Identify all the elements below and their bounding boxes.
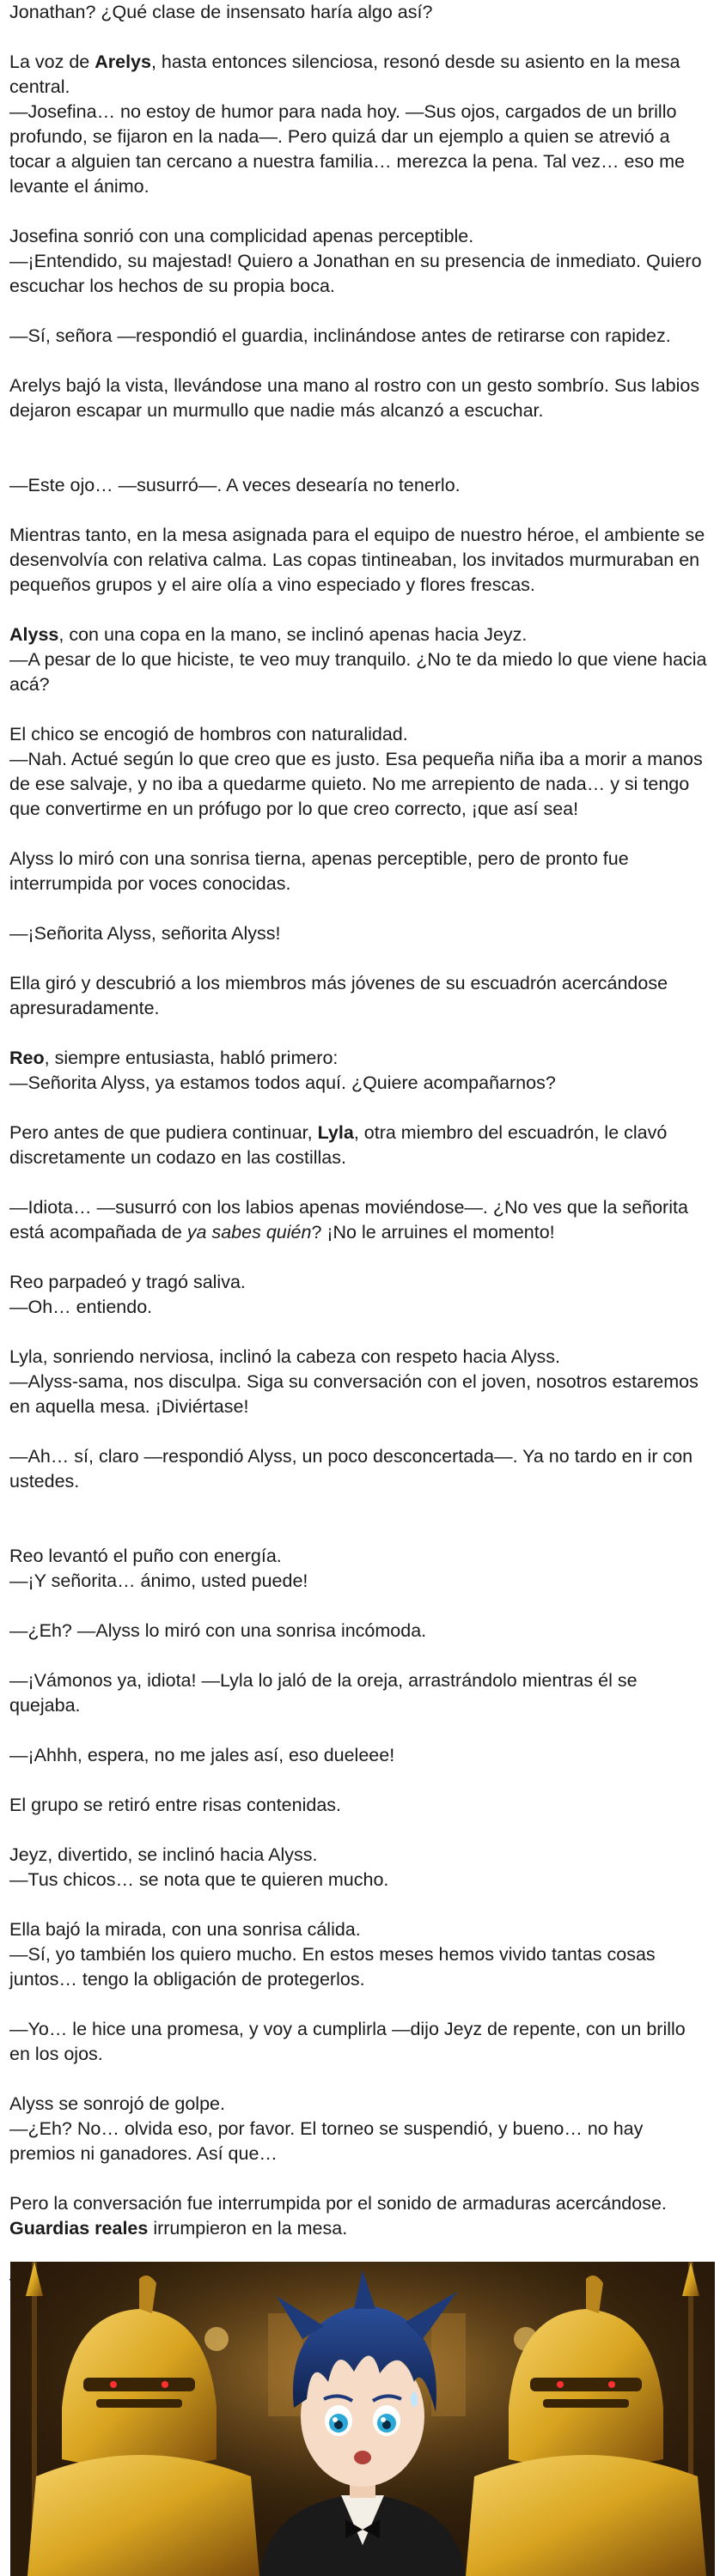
story-paragraph bbox=[9, 1270, 710, 1320]
emphasis-text: ya sabes quién bbox=[186, 1222, 312, 1242]
story-paragraph bbox=[9, 0, 710, 25]
story-paragraph bbox=[9, 847, 710, 896]
text-run: Alyss lo miró con una sonrisa tierna, apenas perceptible, pero de pronto fue interrumpida por voces conocidas. bbox=[9, 848, 629, 894]
text-run: —Tus chicos… se nota que te quieren mucho. bbox=[9, 1869, 389, 1890]
text-run: Lyla, sonriendo nerviosa, inclinó la cabeza con respeto hacia Alyss. bbox=[9, 1346, 560, 1367]
text-run: irrumpieron en la mesa. bbox=[148, 2218, 348, 2239]
text-run: —¡Ahhh, espera, no me jales así, eso dueleee! bbox=[9, 1745, 395, 1765]
text-run: Alyss se sonrojó de golpe. bbox=[9, 2093, 225, 2114]
text-run: Ella bajó la mirada, con una sonrisa cálida. bbox=[9, 1919, 361, 1940]
text-run: El grupo se retiró entre risas contenidas. bbox=[9, 1795, 342, 1815]
story-paragraph bbox=[9, 473, 710, 498]
text-run: —Alyss-sama, nos disculpa. Siga su conversación con el joven, nosotros estaremos en aquella mesa. ¡Diviértase! bbox=[9, 1371, 699, 1417]
text-run: Reo parpadeó y tragó saliva. bbox=[9, 1272, 246, 1292]
story-paragraph bbox=[9, 324, 710, 349]
anime-guards-illustration-icon bbox=[10, 2262, 715, 2576]
story-illustration bbox=[10, 2262, 715, 2576]
story-paragraph bbox=[9, 2017, 710, 2067]
text-run: —¿Eh? —Alyss lo miró con una sonrisa incómoda. bbox=[9, 1620, 427, 1641]
text-run: —Este ojo… —susurró—. A veces desearía no tenerlo. bbox=[9, 475, 461, 495]
text-run: —Señorita Alyss, ya estamos todos aquí. ¿Quiere acompañarnos? bbox=[9, 1072, 556, 1093]
story-paragraph bbox=[9, 1046, 710, 1096]
text-run: —Sí, yo también los quiero mucho. En estos meses hemos vivido tantas cosas juntos… tengo la obligación de protegerlos. bbox=[9, 1944, 656, 1990]
story-paragraph bbox=[9, 1619, 710, 1643]
story-paragraph bbox=[9, 523, 710, 598]
text-run: —Yo… le hice una promesa, y voy a cumplirla —dijo Jeyz de repente, con un brillo en los ojos. bbox=[9, 2019, 686, 2064]
story-paragraph bbox=[9, 2092, 710, 2166]
text-run: —Sí, señora —respondió el guardia, inclinándose antes de retirarse con rapidez. bbox=[9, 325, 671, 346]
text-run: —¿Eh? No… olvida eso, por favor. El torneo se suspendió, y bueno… no hay premios ni ganadores. Así que… bbox=[9, 2118, 644, 2164]
text-run: Ella giró y descubrió a los miembros más jóvenes de su escuadrón acercándose apresuradamente. bbox=[9, 973, 668, 1018]
story-paragraph bbox=[9, 1345, 710, 1419]
character-name: Alyss bbox=[9, 624, 59, 645]
text-run: Jonathan? ¿Qué clase de insensato haría algo así? bbox=[9, 2, 433, 22]
story-paragraph bbox=[9, 722, 710, 822]
character-name: Guardias reales bbox=[9, 2218, 149, 2239]
story-paragraph bbox=[9, 1843, 710, 1893]
text-run: , siempre entusiasta, habló primero: bbox=[44, 1048, 339, 1068]
story-paragraph bbox=[9, 374, 710, 423]
text-run: —Idiota… —susurró con los labios apenas moviéndose—. ¿No ves que la señorita está acompañada de bbox=[9, 1197, 688, 1242]
text-run: —Nah. Actué según lo que creo que es justo. Esa pequeña niña iba a morir a manos de ese salvaje, y no iba a quedarme quieto. No me arrepiento de nada… y si tengo que convertirme en un prófugo por lo que creo correcto, ¡que así sea! bbox=[9, 749, 703, 819]
text-run: —¡Y señorita… ánimo, usted puede! bbox=[9, 1571, 308, 1591]
text-run: , hasta entonces silenciosa, resonó desde su asiento en la mesa central. bbox=[9, 52, 680, 97]
story-paragraph bbox=[9, 1121, 710, 1170]
story-paragraph bbox=[9, 1668, 710, 1718]
text-run: Reo levantó el puño con energía. bbox=[9, 1546, 282, 1566]
character-name: Reo bbox=[9, 1048, 45, 1068]
text-run: Arelys bajó la vista, llevándose una mano al rostro con un gesto sombrío. Sus labios dejaron escapar un murmullo que nadie más alcanzó a escuchar. bbox=[9, 375, 700, 421]
story-paragraph bbox=[9, 1195, 710, 1245]
text-run: Jeyz, divertido, se inclinó hacia Alyss. bbox=[9, 1844, 318, 1865]
text-run: , con una copa en la mano, se inclinó apenas hacia Jeyz. bbox=[58, 624, 528, 645]
text-run: —¡Señorita Alyss, señorita Alyss! bbox=[9, 923, 281, 944]
text-run: —¡Entendido, su majestad! Quiero a Jonathan en su presencia de inmediato. Quiero escuchar los hechos de su propia boca. bbox=[9, 251, 702, 296]
text-run: Josefina sonrió con una complicidad apenas perceptible. bbox=[9, 226, 474, 246]
text-run: —Ah… sí, claro —respondió Alyss, un poco desconcertada—. Ya no tardo en ir con ustedes. bbox=[9, 1446, 693, 1492]
text-run: , otra miembro del escuadrón, le clavó discretamente un codazo en las costillas. bbox=[9, 1122, 668, 1168]
text-run: —Oh… entiendo. bbox=[9, 1297, 153, 1317]
story-paragraph bbox=[9, 1793, 710, 1818]
story-paragraph bbox=[9, 50, 710, 199]
story-paragraph bbox=[9, 623, 710, 697]
story-paragraph bbox=[9, 1444, 710, 1494]
text-run: —¡Vámonos ya, idiota! —Lyla lo jaló de la oreja, arrastrándolo mientras él se quejaba. bbox=[9, 1670, 638, 1716]
text-run: La voz de bbox=[9, 52, 95, 72]
text-run: —Josefina… no estoy de humor para nada hoy. —Sus ojos, cargados de un brillo profundo, se fijaron en la nada—. Pero quizá dar un ejemplo a quien se atrevió a tocar a alguien tan cercano a nuestra familia… merezca la pena. Tal vez… eso me levante el ánimo. bbox=[9, 101, 685, 197]
character-name: Arelys bbox=[95, 52, 151, 72]
story-paragraph bbox=[9, 2191, 710, 2241]
character-name: Lyla bbox=[317, 1122, 354, 1143]
story-paragraph bbox=[9, 921, 710, 946]
text-run: ? ¡No le arruines el momento! bbox=[311, 1222, 555, 1242]
text-run: Pero antes de que pudiera continuar, bbox=[9, 1122, 318, 1143]
text-run: —A pesar de lo que hiciste, te veo muy tranquilo. ¿No te da miedo lo que viene hacia acá? bbox=[9, 649, 707, 695]
text-run: Pero la conversación fue interrumpida por el sonido de armaduras acercándose. bbox=[9, 2193, 667, 2214]
story-paragraph bbox=[9, 1917, 710, 1992]
story-paragraph bbox=[9, 971, 710, 1021]
text-run: Mientras tanto, en la mesa asignada para el equipo de nuestro héroe, el ambiente se desenvolvía con relativa calma. Las copas tintineaban, los invitados murmuraban en pequeños grupos y el aire olía a vino especiado y flores frescas. bbox=[9, 525, 705, 595]
story-paragraph bbox=[9, 1544, 710, 1594]
story-paragraph bbox=[9, 224, 710, 299]
story-paragraph bbox=[9, 1743, 710, 1768]
text-run: El chico se encogió de hombros con naturalidad. bbox=[9, 724, 408, 744]
